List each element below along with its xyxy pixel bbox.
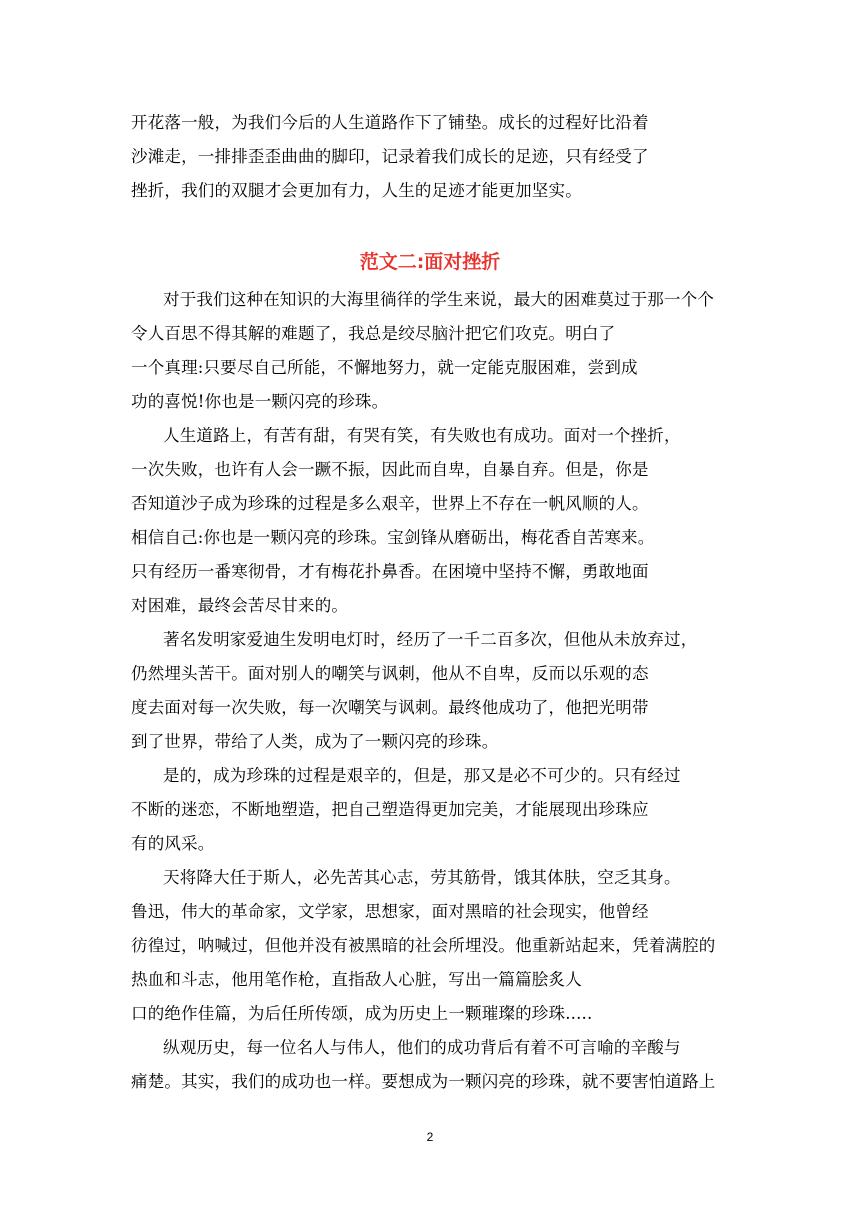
text-line: 彷徨过，呐喊过，但他并没有被黑暗的社会所埋没。他重新站起来，凭着满腔的 bbox=[131, 936, 716, 955]
text-line: 天将降大任于斯人，必先苦其心志，劳其筋骨，饿其体肤，空乏其身。 bbox=[163, 868, 681, 887]
text-line: 对困难，最终会苦尽甘来的。 bbox=[131, 596, 349, 615]
text-line: 否知道沙子成为珍珠的过程是多么艰辛，世界上不存在一帆风顺的人。 bbox=[131, 494, 649, 513]
section-title: 范文二:面对挫折 bbox=[359, 251, 501, 273]
text-line: 功的喜悦!你也是一颗闪亮的珍珠。 bbox=[131, 392, 389, 411]
text-line: 鲁迅，伟大的革命家，文学家，思想家，面对黑暗的社会现实，他曾经 bbox=[131, 902, 649, 921]
text-line: 仍然埋头苦干。面对别人的嘲笑与讽刺，他从不自卑，反而以乐观的态 bbox=[131, 664, 649, 683]
text-line: 著名发明家爱迪生发明电灯时，经历了一千二百多次，但他从未放弃过， bbox=[163, 630, 698, 649]
text-line: 口的绝作佳篇，为后任所传颂，成为历史上一颗璀璨的珍珠..... bbox=[131, 1004, 593, 1023]
text-line: 热血和斗志，他用笔作枪，直指敌人心脏，写出一篇篇脍炙人 bbox=[131, 970, 582, 989]
text-line: 人生道路上，有苦有甜，有哭有笑，有失败也有成功。面对一个挫折， bbox=[163, 426, 681, 445]
text-line: 痛楚。其实，我们的成功也一样。要想成为一颗闪亮的珍珠，就不要害怕道路上 bbox=[131, 1072, 716, 1091]
text-line: 度去面对每一次失败，每一次嘲笑与讽刺。最终他成功了，他把光明带 bbox=[131, 698, 649, 717]
page-number: 2 bbox=[426, 1130, 434, 1144]
text-line: 是的，成为珍珠的过程是艰辛的，但是，那又是必不可少的。只有经过 bbox=[163, 766, 681, 785]
text-line: 开花落一般，为我们今后的人生道路作下了铺垫。成长的过程好比沿着 bbox=[131, 113, 649, 132]
text-line: 相信自己:你也是一颗闪亮的珍珠。宝剑锋从磨砺出，梅花香自苦寒来。 bbox=[131, 528, 655, 547]
text-line: 有的风采。 bbox=[131, 834, 215, 853]
text-line: 一个真理:只要尽自己所能，不懈地努力，就一定能克服困难，尝到成 bbox=[131, 358, 638, 377]
text-line: 沙滩走，一排排歪歪曲曲的脚印，记录着我们成长的足迹，只有经受了 bbox=[131, 147, 649, 166]
text-line: 到了世界，带给了人类，成为了一颗闪亮的珍珠。 bbox=[131, 732, 499, 751]
text-line: 挫折，我们的双腿才会更加有力，人生的足迹才能更加坚实。 bbox=[131, 181, 582, 200]
text-line: 令人百思不得其解的难题了，我总是绞尽脑汁把它们攻克。明白了 bbox=[131, 324, 616, 343]
text-line: 只有经历一番寒彻骨，才有梅花扑鼻香。在困境中坚持不懈，勇敢地面 bbox=[131, 562, 649, 581]
text-line: 不断的迷恋，不断地塑造，把自己塑造得更加完美，才能展现出珍珠应 bbox=[131, 800, 649, 819]
text-line: 一次失败，也许有人会一蹶不振，因此而自卑，自暴自弃。但是，你是 bbox=[131, 460, 649, 479]
text-line: 对于我们这种在知识的大海里徜徉的学生来说，最大的困难莫过于那一个个 bbox=[163, 290, 715, 309]
text-line: 纵观历史，每一位名人与伟人，他们的成功背后有着不可言喻的辛酸与 bbox=[163, 1038, 681, 1057]
